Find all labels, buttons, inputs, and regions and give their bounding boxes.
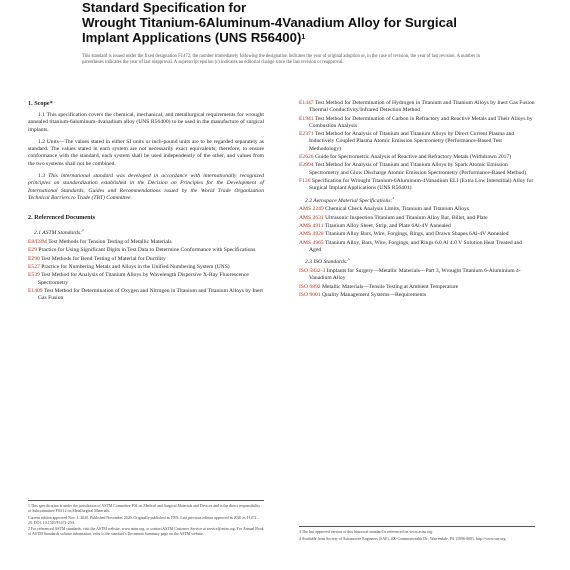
scope-paragraph-1-2: 1.2 Units—The values stated in either SI units or inch-pound units are to be regarded separately as standard. The values stated in each system are not necessarily exact equivalents; therefore, to ensure conformance with the standard, each system shall be used independently of the other, and values from the two systems shall not be combined. xyxy=(28,138,264,167)
reference-item: AMS 4965 Titanium Alloy, Bars, Wire, Forgings, and Rings 6.0 Al 4.0 V Solution Heat Treated and Aged xyxy=(299,239,523,253)
iso-subheading: 2.3 ISO Standards:$^5$ xyxy=(305,257,350,266)
reference-item: E29 Practice for Using Significant Digits in Test Data to Determine Conformance with Specifications xyxy=(28,247,256,254)
document-title xyxy=(82,0,502,45)
astm-standards-subheading: 2.1 ASTM Standards:$^2$ xyxy=(34,228,84,237)
reference-item: AMS 2631 Ultrasonic Inspection Titanium and Titanium Alloy Bar, Billet, and Plate xyxy=(299,214,488,221)
reference-link[interactable]: AMS 4928 xyxy=(299,231,324,238)
footnote: 3 The last approved version of this historical standard is referenced on www.astm.org. xyxy=(299,530,433,534)
reference-item: F136 Specification for Wrought Titanium-6Aluminum-4Vanadium ELI (Extra Low Interstitial) Alloy for Surgical Implant Applications (UNS R56401) xyxy=(299,177,534,192)
left-column xyxy=(28,100,264,304)
title-line-2: Wrought Titanium-6Aluminum-4Vanadium Alloy for Surgical xyxy=(82,15,457,30)
astm-reference-list-continued xyxy=(299,100,535,193)
footnotes-left xyxy=(28,500,264,539)
reference-item: E2994 Test Method for Analysis of Titanium and Titanium Alloys by Spark Atomic Emission Spectrometry and Glow Discharge Atomic Emission Spectrometry (Performance-Based Method) xyxy=(299,162,527,176)
footnote: 4 Available from Society of Automotive Engineers (SAE), 400 Commonwealth Dr., Warrendale, PA 15096-0001, http://www.sae.org. xyxy=(299,536,507,541)
scope-heading: 1. Scope* xyxy=(28,100,53,107)
reference-link[interactable]: E1941 xyxy=(299,115,314,122)
reference-item: AMS 2249 Chemical Check Analysis Limits, Titanium and Titanium Alloys xyxy=(299,206,470,213)
right-column xyxy=(299,100,535,300)
reference-link[interactable]: E8/E8M xyxy=(28,239,47,246)
reference-link[interactable]: ISO 6892 xyxy=(299,283,321,290)
reference-link[interactable]: E290 xyxy=(28,255,40,262)
referenced-documents-heading: 2. Referenced Documents xyxy=(28,214,96,222)
reference-item: E8/E8M Test Methods for Tension Testing of Metallic Materials xyxy=(28,239,172,246)
reference-item: ISO 9001 Quality Management Systems—Requirements xyxy=(299,291,427,298)
reference-link[interactable]: AMS 2631 xyxy=(299,214,324,221)
reference-item: E2626 Guide for Spectrometric Analysis of Reactive and Refractory Metals (Withdrawn 2017) xyxy=(299,154,512,161)
reference-link[interactable]: F136 xyxy=(299,177,311,184)
designation-notice: This standard is issued under the fixed designation F1472; the number immediately following the designation indicates the year of original adoption or, in the case of revision, the year of last revision. A number in parentheses indicates the year of last reapproval. A superscript epsilon (ε) indicates an editorial change since the last revision or reapproval. xyxy=(82,54,481,65)
title-line-3: Implant Applications (UNS R56400)$^1$ xyxy=(82,30,306,45)
reference-link[interactable]: E527 xyxy=(28,264,40,271)
reference-item: AMS 4928 Titanium Alloy Bars, Wire, Forgings, Rings, and Drawn Shapes 6Al-4V Annealed xyxy=(299,231,509,238)
reference-link[interactable]: ISO 9001 xyxy=(299,291,321,298)
reference-link[interactable]: E2994 xyxy=(299,162,314,169)
footnotes-right xyxy=(299,526,535,543)
scope-paragraph-1-3: 1.3 This international standard was developed in accordance with internationally recognized principles on standardization established in the Decision on Principles for the Development of International Standards, Guides and Recommendations issued by the World Trade Organization Technical Barriers to Trade (TBT) Committee. xyxy=(28,173,264,201)
reference-link[interactable]: E2371 xyxy=(299,131,314,138)
reference-link[interactable]: AMS 4911 xyxy=(299,223,324,230)
footnote: 2 For referenced ASTM standards, visit the ASTM website, www.astm.org, or contact ASTM Customer Service at service@astm.org. For Annual Book of ASTM Standards volume information, refer to the standard's Document Summary page on the ASTM website. xyxy=(28,527,264,536)
reference-item: AMS 4911 Titanium Alloy Sheet, Strip, and Plate 6Al-4V Annealed xyxy=(299,223,451,230)
reference-link[interactable]: AMS 2249 xyxy=(299,206,324,213)
reference-link[interactable]: E2626 xyxy=(299,154,314,161)
title-footnote-mark: 1 xyxy=(301,34,306,41)
reference-link[interactable]: ISO 5832-3 xyxy=(299,268,326,275)
reference-item: E539 Test Method for Analysis of Titanium Alloys by Wavelength Dispersive X-Ray Fluorescence Spectrometry xyxy=(28,272,249,286)
footnote: Current edition approved Nov. 1, 2020. Published November 2020. Originally published in 1993. Last previous edition approved in 2020 as F1472 – 20. DOI: 10.1520/F1472-20A. xyxy=(28,515,260,525)
ams-reference-list xyxy=(299,206,535,254)
reference-link[interactable]: E539 xyxy=(28,272,40,279)
reference-link[interactable]: E29 xyxy=(28,247,38,254)
reference-item: E290 Test Methods for Bend Testing of Material for Ductility xyxy=(28,255,166,262)
reference-item: E527 Practice for Numbering Metals and Alloys in the Unified Numbering System (UNS) xyxy=(28,264,230,271)
reference-item: E1409 Test Method for Determination of Oxygen and Nitrogen in Titanium and Titanium Alloys by Inert Gas Fusion xyxy=(28,287,263,302)
reference-item: ISO 5832-3 Implants for Surgery—Metallic Materials—Part 3, Wrought Titanium 6-Aluminium 4-Vanadium Alloy xyxy=(299,268,521,282)
reference-link[interactable]: AMS 4965 xyxy=(299,239,324,246)
reference-item: E1941 Test Method for Determination of Carbon in Refractory and Reactive Metals and Their Alloys by Combustion Analysis xyxy=(299,115,533,129)
reference-item: ISO 6892 Metallic Materials—Tensile Testing at Ambient Temperature xyxy=(299,283,459,290)
iso-reference-list xyxy=(299,268,535,299)
ams-subheading: 2.2 Aerospace Material Specifications:$^4$ xyxy=(305,195,395,204)
astm-reference-list xyxy=(28,239,264,302)
footnote: 1 This specification is under the jurisdiction of ASTM Committee F04 on Medical and Surgical Materials and Devices and is the direct responsibility of Subcommittee F04.12 on Metallurgical Materials. xyxy=(28,504,261,513)
title-line-1: Standard Specification for xyxy=(82,0,247,15)
scope-paragraph-1-1: 1.1 This specification covers the chemical, mechanical, and metallurgical requirements for wrought annealed titanium-6aluminum-4vanadium alloy (UNS R56400) to be used in the manufacture of surgical implants. xyxy=(28,112,264,133)
reference-link[interactable]: E1447 xyxy=(299,100,314,106)
reference-link[interactable]: E1409 xyxy=(28,287,43,294)
reference-item: E2371 Test Method for Analysis of Titanium and Titanium Alloys by Direct Current Plasma and Inductively Coupled Plasma Atomic Emission Spectrometry (Performance-Based Test Methodology) xyxy=(299,131,515,152)
reference-item: E1447 Test Method for Determination of Hydrogen in Titanium and Titanium Alloys by Inert Gas Fusion Thermal Conductivity/Infrared Detection Method xyxy=(299,100,535,114)
